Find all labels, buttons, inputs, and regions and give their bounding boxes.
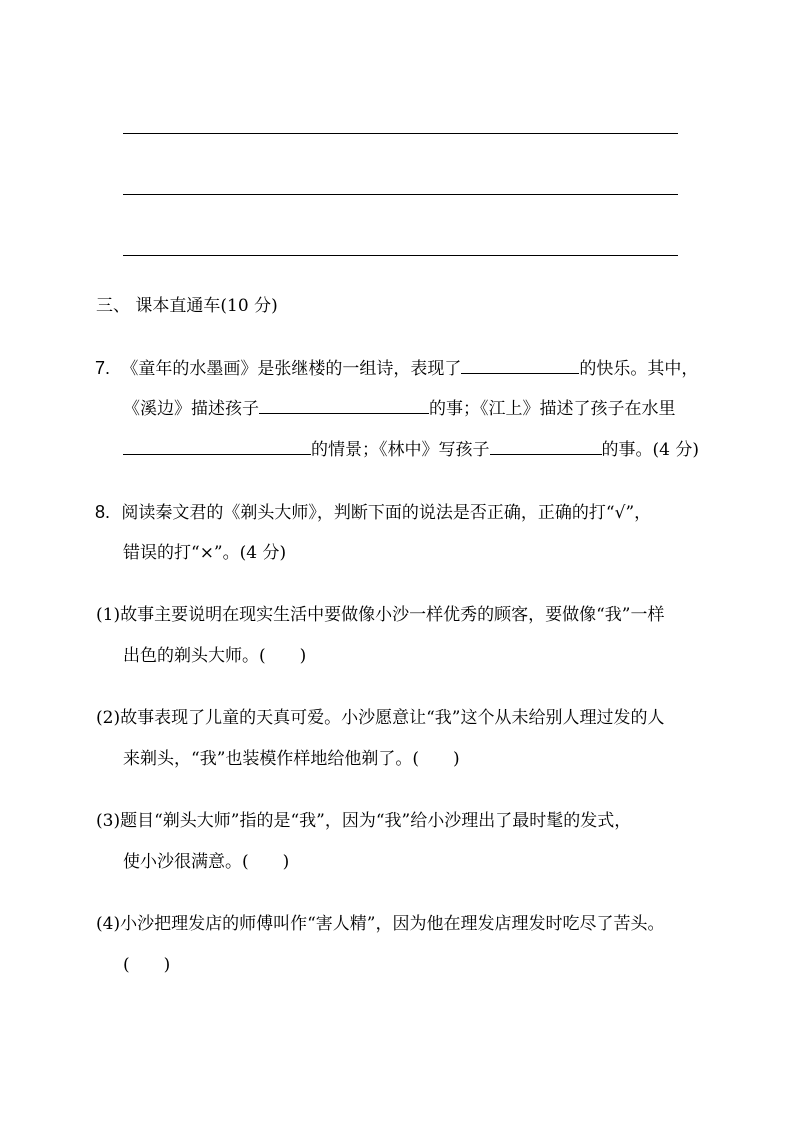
blank-2[interactable] — [259, 397, 429, 414]
question-7-text: 《溪边》描述孩子 — [123, 399, 259, 419]
answer-line-1[interactable] — [123, 133, 678, 134]
question-7-text: 的快乐。其中， — [579, 359, 699, 379]
blank-1[interactable] — [461, 357, 579, 374]
section-heading: 三、 课本直通车(10 分) — [96, 296, 278, 316]
question-7-line-2 — [123, 397, 676, 421]
question-8-text: 阅读秦文君的《剃头大师》，判断下面的说法是否正确，正确的打“√”， — [121, 503, 652, 523]
item-3-line-2[interactable]: 使小沙很满意。( ) — [123, 852, 290, 872]
blank-3[interactable] — [123, 438, 311, 455]
blank-4[interactable] — [490, 438, 602, 455]
question-7-number: 7. — [95, 358, 111, 378]
question-7-text: 的情景；《林中》写孩子 — [311, 440, 490, 460]
answer-line-2[interactable] — [123, 194, 678, 195]
question-8-number: 8. — [95, 502, 111, 522]
question-8-line-2: 错误的打“×”。(4 分) — [123, 543, 287, 563]
question-7-line-3 — [123, 438, 699, 462]
question-8-line-1 — [95, 500, 651, 525]
item-2-line-1: (2)故事表现了儿童的天真可爱。小沙愿意让“我”这个从未给别人理过发的人 — [96, 708, 665, 728]
item-4-line-2[interactable]: ( ) — [123, 955, 171, 975]
question-7-text: 《童年的水墨画》是张继楼的一组诗，表现了 — [121, 359, 462, 379]
question-7-text: 的事。(4 分) — [601, 440, 699, 460]
question-7-line-1 — [95, 356, 698, 381]
item-3-line-1: (3)题目“剃头大师”指的是“我”，因为“我”给小沙理出了最时髦的发式， — [96, 811, 632, 831]
item-2-line-2[interactable]: 来剃头，“我”也装模作样地给他剃了。( ) — [123, 749, 460, 769]
item-1-line-1: (1)故事主要说明在现实生活中要做像小沙一样优秀的顾客，要做像“我”一样 — [96, 605, 665, 625]
answer-line-3[interactable] — [123, 255, 678, 256]
item-1-line-2[interactable]: 出色的剃头大师。( ) — [123, 646, 307, 666]
item-4-line-1: (4)小沙把理发店的师傅叫作“害人精”，因为他在理发店理发时吃尽了苦头。 — [96, 914, 665, 934]
question-7-text: 的事；《江上》描述了孩子在水里 — [429, 399, 676, 419]
